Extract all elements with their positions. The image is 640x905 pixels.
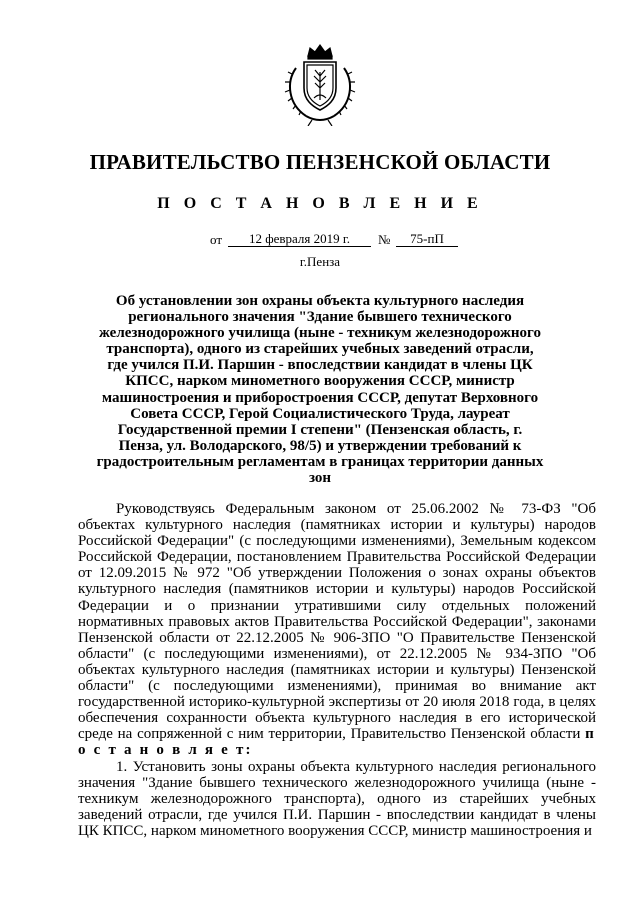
resolves-word: п о с т а н о в л я е т:	[78, 726, 596, 759]
document-type: П О С Т А Н О В Л Е Н И Е	[157, 195, 483, 212]
document-body	[78, 501, 596, 839]
item-1-paragraph: 1. Установить зоны охраны объекта культурного наследия регионального значения "Здание бывшего технического железнодорожного училища (ныне - техникум железнодорожного транспорта), одного из старейших учебных заведений отрасли, где учился П.И. Паршин - впоследствии кандидат в члены ЦК КПСС, нарком минометного вооружения СССР, министр машиностроения и	[78, 758, 596, 839]
penza-coat-of-arms-icon	[282, 42, 358, 126]
document-number: 75-пП	[396, 232, 458, 247]
city: г.Пенза	[299, 254, 341, 269]
document-subject: Об установлении зон охраны объекта культурного наследия регионального значения "Здание бывшего технического железнодорожного училища (ныне - техникум железнодорожного транспорта), одного из старейших учебных заведений отрасли, где учился П.И. Паршин - впоследствии кандидат в члены ЦК КПСС, нарком минометного вооружения СССР, министр машиностроения и приборостроения СССР, депутат Верховного Совета СССР, Герой Социалистического Труда, лауреат Государственной премии I степени" (Пензенская область, г. Пенза, ул. Володарского, 98/5) и утверждении требований к градостроительным регламентам в границах территории данных зон	[96, 293, 544, 487]
preamble-paragraph	[78, 501, 596, 759]
government-title: ПРАВИТЕЛЬСТВО ПЕНЗЕНСКОЙ ОБЛАСТИ	[89, 150, 551, 174]
preamble-text: Руководствуясь Федеральным законом от 25.06.2002 № 73-ФЗ "Об объектах культурного наследия (памятниках истории и культуры) народов Российской Федерации" (с последующими изменениями), Земельным кодексом Российской Федерации, постановлением Правительства Российской Федерации от 12.09.2015 № 972 "Об утверждении Положения о зонах охраны объектов культурного наследия (памятников истории и культуры) народов Российской Федерации и о признании утратившими силу отдельных положений нормативных правовых актов Правительства Российской Федерации", законами Пензенской области от 22.12.2005 № 906-ЗПО "О Правительстве Пензенской области" (с последующими изменениями), от 22.12.2005 № 934-ЗПО "Об объектах культурного наследия (памятниках истории и культуры) Пензенской области" (с последующими изменениями), принимая во внимание акт государственной историко-культурной экспертизы от 20 июля 2018 года, в целях обеспечения сохранности объекта культурного наследия в его исторической среде на сопряженной с ним территории, Правительство Пензенской области	[78, 501, 596, 743]
document-date: 12 февраля 2019 г.	[228, 232, 371, 247]
number-label: №	[378, 232, 391, 247]
date-label: от	[210, 232, 223, 247]
